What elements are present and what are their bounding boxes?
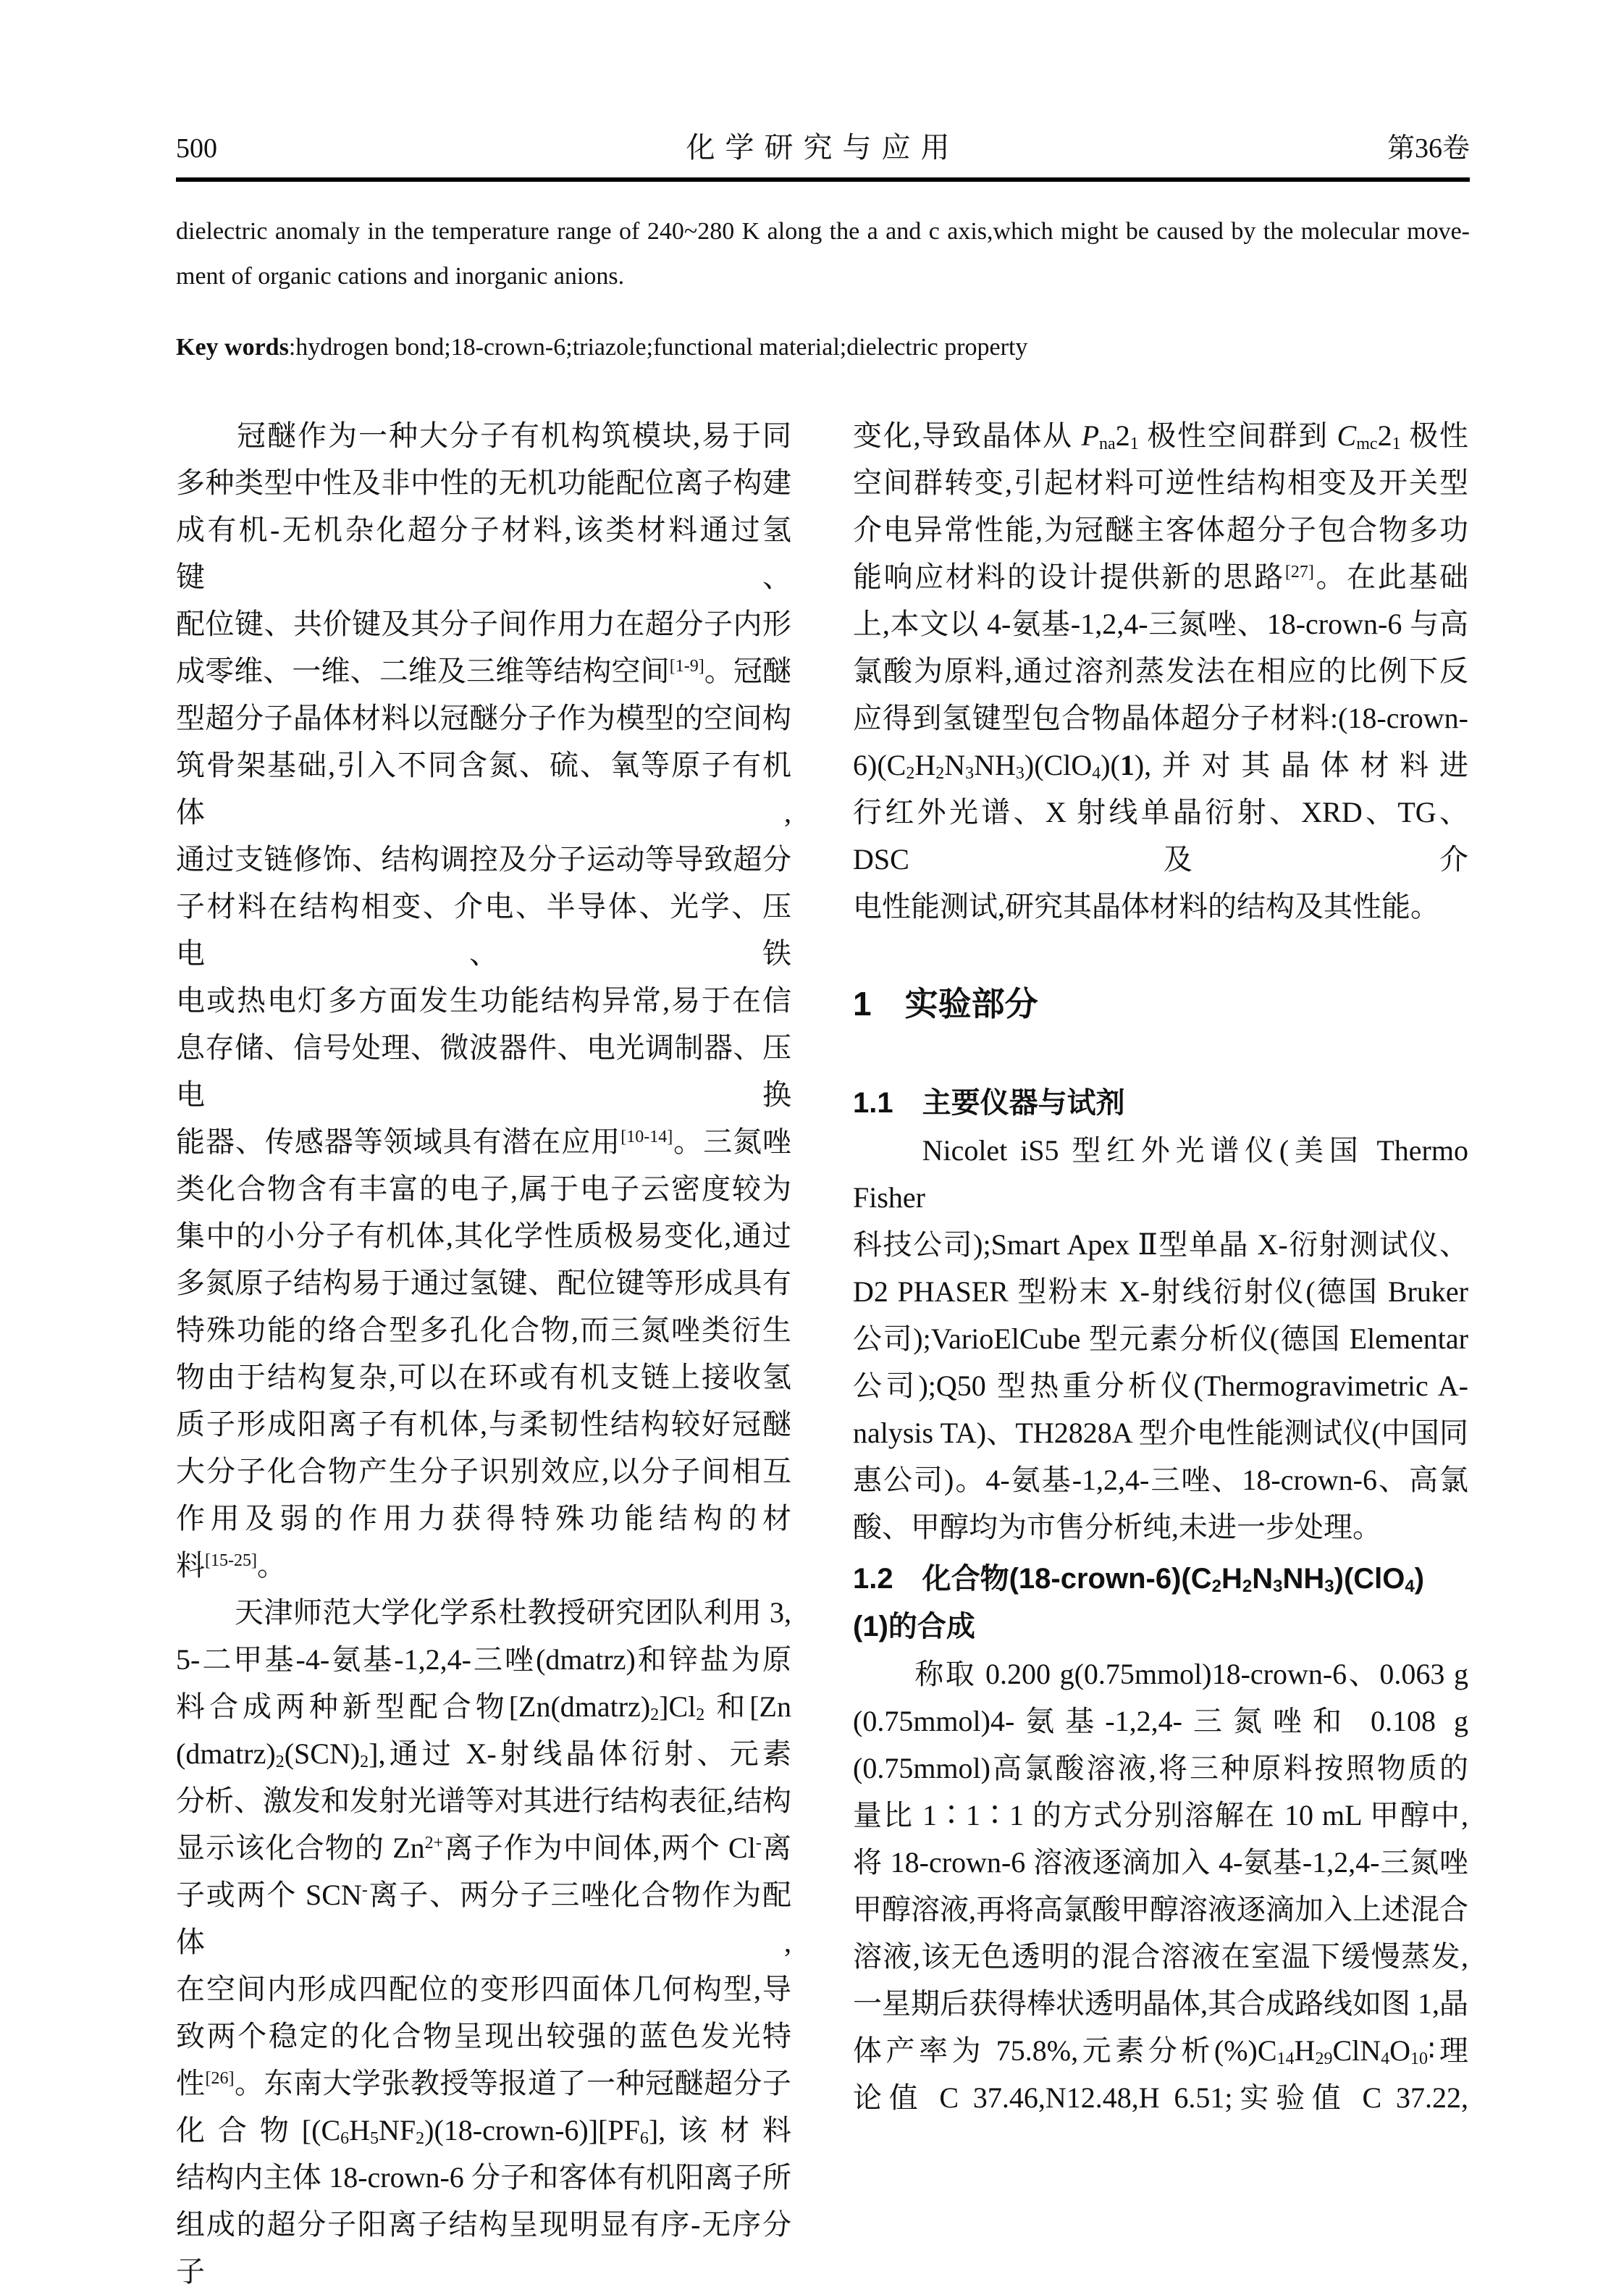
- text-line: 分析、激发和发射光谱等对其进行结构表征,结构: [176, 1784, 791, 1817]
- keywords-line: [176, 331, 1470, 364]
- text-line: 化合物$[(C_6H_5NF_2)(18-crown-6)][PF_6]$,该材料: [176, 2114, 791, 2148]
- text-line: 配位键、共价键及其分子间作用力在超分子内形: [176, 608, 791, 640]
- text-line: $(dmatrz)_2(SCN)_2$],通过 X-射线晶体衍射、元素: [176, 1737, 791, 1771]
- text-line: 通过支链修饰、结构调控及分子运动等导致超分: [176, 843, 791, 876]
- text-line: ment of organic cations and inorganic anions.: [176, 263, 625, 290]
- abstract-continuation: [176, 209, 1470, 299]
- paragraph: [176, 331, 1470, 364]
- text-line: 天津师范大学化学系杜教授研究团队利用 3,: [176, 1596, 791, 1629]
- text-line: 惠公司)。4-氨基-1,2,4-三唑、18-crown-6、高氯: [853, 1464, 1468, 1496]
- text-line: 1.2 化合物$(18-crown-6)(C_2H_2N_3NH_3)(ClO_4)$: [853, 1563, 1425, 1596]
- text-line: 甲醇溶液,再将高氯酸甲醇溶液逐滴加入上述混合: [853, 1893, 1468, 1926]
- text-line: 能器、传感器等领域具有潜在应用[10-14]。三氮唑: [176, 1125, 792, 1158]
- text-line: (1)的合成: [853, 1611, 975, 1642]
- text-line: 公司);VarioElCube 型元素分析仪(德国 Elementar: [853, 1322, 1468, 1355]
- text-line: 息存储、信号处理、微波器件、电光调制器、压电换: [176, 1031, 791, 1111]
- text-line: 筑骨架基础,引入不同含氮、硫、氧等原子有机体,: [176, 749, 791, 828]
- text-line: 冠醚作为一种大分子有机构筑模块,易于同: [176, 419, 791, 452]
- text-line: dielectric anomaly in the temperature range of 240~280 K along the a and c axis,which might be caused by the molecular move-: [176, 218, 1470, 245]
- text-line: 电性能测试,研究其晶体材料的结构及其性能。: [853, 890, 1439, 923]
- text-line: 溶液,该无色透明的混合溶液在室温下缓慢蒸发,: [853, 1940, 1468, 1973]
- paragraph: [176, 412, 791, 1589]
- right-column: [853, 412, 1468, 2295]
- subsection-heading: [853, 1555, 1468, 1650]
- text-line: 物由于结构复杂,可以在环或有机支链上接收氢: [176, 1361, 791, 1393]
- text-line: 料[15-25]。: [176, 1549, 286, 1582]
- text-line: 大分子化合物产生分子识别效应,以分子间相互: [176, 1455, 791, 1488]
- text-line: 质子形成阳离子有机体,与柔韧性结构较好冠醚: [176, 1408, 791, 1440]
- text-line: 子或两个 SCN-离子、两分子三唑化合物作为配体,: [176, 1879, 792, 1958]
- paragraph: [853, 1127, 1468, 1551]
- text-line: 应得到氢键型包合物晶体超分子材料:(18-crown-: [853, 702, 1468, 734]
- text-line: 能响应材料的设计提供新的思路[27]。在此基础: [853, 561, 1469, 593]
- text-line: Key words:hydrogen bond;18-crown-6;triazole;functional material;dielectric property: [176, 334, 1028, 361]
- text-line: 空间群转变,引起材料可逆性结构相变及开关型: [853, 466, 1468, 499]
- text-line: 集中的小分子有机体,其化学性质极易变化,通过: [176, 1220, 791, 1252]
- text-line: 氯酸为原料,通过溶剂蒸发法在相应的比例下反: [853, 655, 1468, 687]
- text-line: 显示该化合物的 $Zn^{2+}$离子作为中间体,两个 Cl-离: [176, 1832, 792, 1864]
- text-line: 量比 1∶1∶1 的方式分别溶解在 10 mL 甲醇中,: [853, 1799, 1468, 1832]
- text-line: 组成的超分子阳离子结构呈现明显有序-无序分子: [176, 2208, 791, 2288]
- text-line: 体产率为 75.8%,元素分析$(\%)C_{14}H_{29}ClN_4O_{10}∶$理: [853, 2034, 1468, 2068]
- text-line: (0.75mmol)高氯酸溶液,将三种原料按照物质的: [853, 1752, 1468, 1784]
- body-columns: [176, 412, 1470, 2295]
- text-line: 1 实验部分: [853, 985, 1038, 1023]
- text-line: 作用及弱的作用力获得特殊功能结构的材: [176, 1502, 791, 1535]
- text-line: 类化合物含有丰富的电子,属于电子云密度较为: [176, 1172, 791, 1205]
- paragraph: [853, 1650, 1468, 2121]
- text-line: 一星期后获得棒状透明晶体,其合成路线如图 1,晶: [853, 1987, 1468, 2020]
- text-line: 成有机-无机杂化超分子材料,该类材料通过氢键、: [176, 513, 791, 593]
- text-line: 变化,导致晶体从 $P_{na}2_1$ 极性空间群到 $C_{mc}2_1$ 极性: [853, 419, 1469, 453]
- text-line: 电或热电灯多方面发生功能结构异常,易于在信: [176, 984, 791, 1017]
- text-line: $6)(C_2H_2N_3NH_3)(ClO_4)(1)$,并对其晶体材料进: [853, 749, 1468, 783]
- text-line: 多氮原子结构易于通过氢键、配位键等形成具有: [176, 1267, 791, 1299]
- text-line: 结构内主体 18-crown-6 分子和客体有机阳离子所: [176, 2161, 791, 2194]
- text-line: 5-二甲基-4-氨基-1,2,4-三唑(dmatrz)和锌盐为原: [176, 1643, 791, 1676]
- page-header: [176, 130, 1470, 166]
- paragraph: [176, 1589, 791, 2295]
- text-line: 称取 0.200 g(0.75mmol)18-crown-6、0.063 g: [853, 1658, 1468, 1690]
- text-line: 公司);Q50 型热重分析仪(Thermogravimetric A-: [853, 1369, 1468, 1402]
- text-line: Nicolet iS5 型红外光谱仪(美国 Thermo Fisher: [853, 1134, 1468, 1214]
- paragraph: [176, 209, 1470, 299]
- text-line: 致两个稳定的化合物呈现出较强的蓝色发光特: [176, 2020, 791, 2052]
- text-line: 将 18-crown-6 溶液逐滴加入 4-氨基-1,2,4-三氮唑: [853, 1846, 1468, 1879]
- text-line: 性[26]。东南大学张教授等报道了一种冠醚超分子: [176, 2067, 792, 2099]
- left-column: [176, 412, 791, 2295]
- text-line: 型超分子晶体材料以冠醚分子作为模型的空间构: [176, 702, 791, 734]
- text-line: D2 PHASER 型粉末 X-射线衍射仪(德国 Bruker: [853, 1275, 1468, 1308]
- text-line: 上,本文以 4-氨基-1,2,4-三氮唑、18-crown-6 与高: [853, 608, 1468, 640]
- text-line: nalysis TA)、TH2828A 型介电性能测试仪(中国同: [853, 1417, 1468, 1449]
- text-line: 成零维、一维、二维及三维等结构空间[1-9]。冠醚: [176, 655, 792, 687]
- text-line: 介电异常性能,为冠醚主客体超分子包合物多功: [853, 513, 1468, 546]
- text-line: 在空间内形成四配位的变形四面体几何构型,导: [176, 1973, 791, 2005]
- text-line: 子材料在结构相变、介电、半导体、光学、压电、铁: [176, 890, 791, 970]
- text-line: 特殊功能的络合型多孔化合物,而三氮唑类衍生: [176, 1314, 791, 1346]
- subsection-heading: [853, 1079, 1468, 1127]
- page-number: 500: [176, 133, 217, 164]
- volume-label: 第36卷: [1387, 133, 1470, 164]
- text-line: 行红外光谱、X 射线单晶衍射、XRD、TG、DSC 及介: [853, 796, 1468, 876]
- header-rule: [176, 177, 1470, 182]
- text-line: 论值 C 37.46,N12.48,H 6.51;实验值 C 37.22,: [853, 2081, 1468, 2114]
- text-line: 1.1 主要仪器与试剂: [853, 1087, 1125, 1119]
- text-line: 酸、甲醇均为市售分析纯,未进一步处理。: [853, 1511, 1381, 1543]
- section-heading: [853, 982, 1468, 1025]
- text-line: 料合成两种新型配合物$[Zn(dmatrz)_2]Cl_2$ 和[Zn: [176, 1690, 791, 1724]
- text-line: 科技公司);Smart Apex Ⅱ型单晶 X-衍射测试仪、: [853, 1228, 1468, 1261]
- text-line: 多种类型中性及非中性的无机功能配位离子构建: [176, 466, 791, 499]
- text-line: (0.75mmol)4-氨基-1,2,4-三氮唑和 0.108 g: [853, 1705, 1468, 1737]
- journal-title: 化学研究与应用: [686, 131, 960, 164]
- paragraph: [853, 412, 1468, 930]
